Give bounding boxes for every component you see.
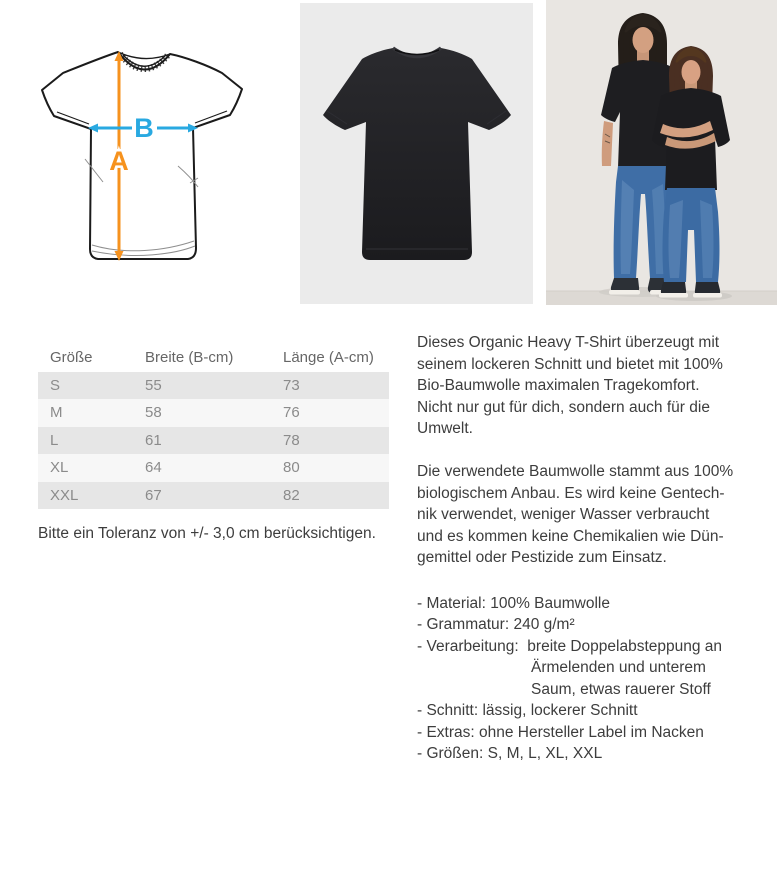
- description-line: und es kommen keine Chemikalien wie Dün-: [417, 527, 724, 545]
- tshirt-outline: [42, 52, 242, 259]
- size-cell: XXL: [50, 486, 79, 504]
- breite-cell: 58: [145, 404, 162, 422]
- laenge-cell: 78: [283, 431, 300, 449]
- column-header-laenge: Länge (A-cm): [271, 344, 389, 372]
- breite-cell: 61: [145, 431, 162, 449]
- size-chart-diagram[interactable]: [40, 45, 250, 267]
- spec-item: - Schnitt: lässig, lockerer Schnitt: [417, 702, 638, 719]
- models-photo[interactable]: [546, 0, 777, 305]
- description-line: Umwelt.: [417, 420, 473, 437]
- table-row: [38, 372, 389, 400]
- description-paragraph: [417, 332, 762, 440]
- size-cell: L: [50, 431, 59, 449]
- column-header-groesse: Größe: [38, 344, 133, 372]
- laenge-cell: 82: [283, 486, 300, 504]
- tshirt-shape: [323, 48, 511, 260]
- description-line: biologischem Anbau. Es wird keine Gentech-: [417, 484, 725, 502]
- description-line: Bio-Baumwolle maximalen Tragekomfort.: [417, 377, 700, 394]
- tshirt-measurement-drawing: [40, 45, 250, 267]
- spec-item: - Extras: ohne Hersteller Label im Nacken: [417, 723, 704, 741]
- description-paragraph: [417, 461, 762, 569]
- description-line: seinem lockeren Schnitt und bietet mit 100%: [417, 355, 723, 373]
- black-tshirt-image: [300, 3, 533, 304]
- spec-list: [417, 593, 762, 765]
- size-cell: S: [50, 376, 61, 394]
- measurement-label-b: B: [134, 113, 154, 143]
- description-line: Dieses Organic Heavy T-Shirt überzeugt mit: [417, 334, 720, 351]
- spec-item: - Verarbeitung: breite Doppelabsteppung an: [417, 637, 723, 655]
- spec-item-continuation: Saum, etwas rauerer Stoff: [531, 680, 711, 698]
- product-photo[interactable]: [300, 3, 533, 304]
- product-description: [417, 332, 762, 765]
- size-table-header-row: [38, 344, 389, 372]
- breite-cell: 67: [145, 486, 162, 504]
- breite-cell: 64: [145, 459, 162, 477]
- laenge-cell: 76: [283, 404, 300, 422]
- table-row: [38, 454, 389, 482]
- measurement-label-a: A: [109, 146, 129, 176]
- tolerance-note: Bitte ein Toleranz von +/- 3,0 cm berücksichtigen.: [38, 525, 376, 542]
- table-row: [38, 482, 389, 510]
- spec-item: - Material: 100% Baumwolle: [417, 594, 610, 612]
- description-line: gemittel oder Pestizide zum Einsatz.: [417, 549, 667, 566]
- table-row: [38, 399, 389, 427]
- description-line: Die verwendete Baumwolle stammt aus 100%: [417, 463, 734, 480]
- breite-cell: 55: [145, 376, 162, 394]
- laenge-cell: 73: [283, 376, 300, 394]
- size-cell: M: [50, 404, 63, 422]
- description-line: Nicht nur gut für dich, sondern auch für die: [417, 398, 710, 416]
- spec-item: - Größen: S, M, L, XL, XXL: [417, 745, 603, 762]
- table-row: [38, 427, 389, 455]
- two-models-image: [546, 0, 777, 305]
- spec-item-continuation: Ärmelenden und unterem: [531, 659, 706, 676]
- size-table: [38, 344, 389, 509]
- laenge-cell: 80: [283, 459, 300, 477]
- size-cell: XL: [50, 459, 69, 477]
- column-header-breite: Breite (B-cm): [133, 344, 271, 372]
- spec-item: - Grammatur: 240 g/m²: [417, 616, 575, 633]
- description-line: nik verwendet, weniger Wasser verbraucht: [417, 506, 710, 523]
